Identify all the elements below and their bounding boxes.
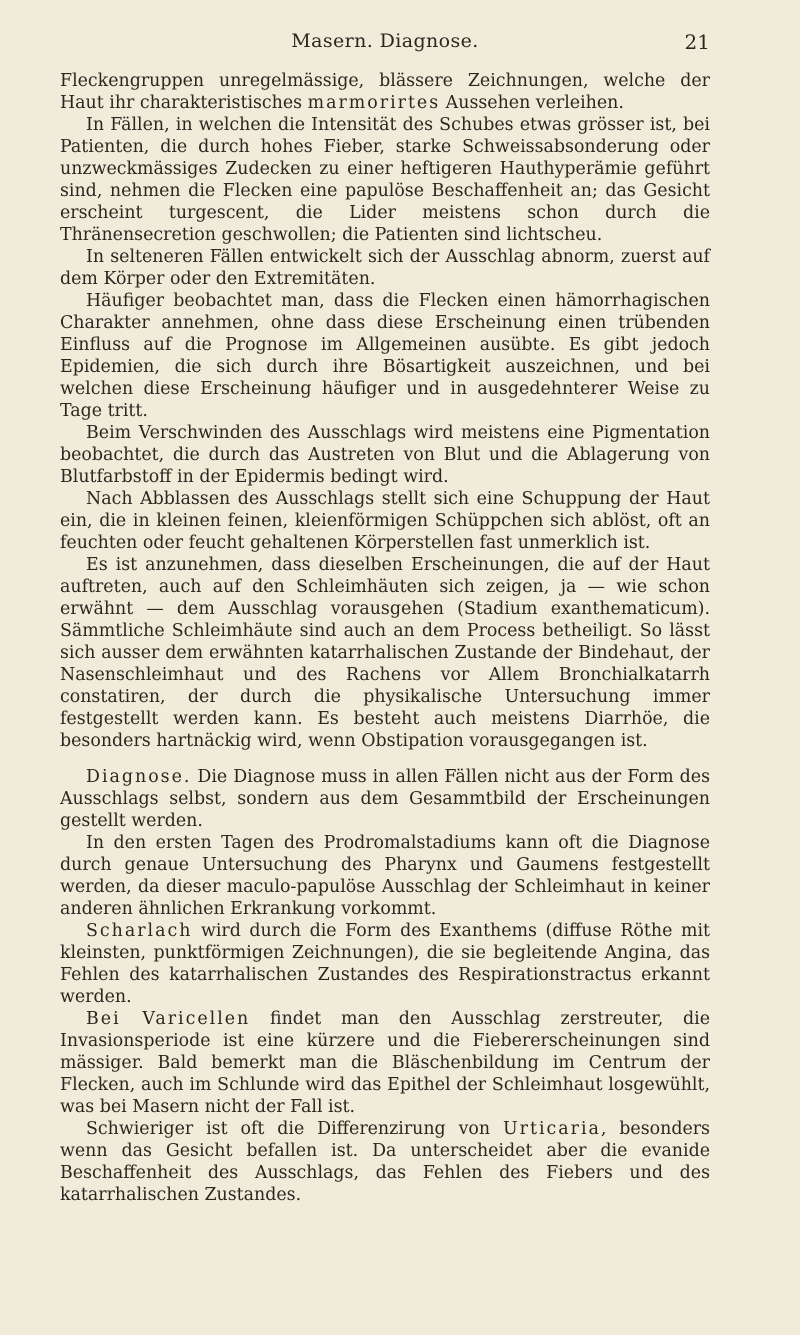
paragraph-9: In den ersten Tagen des Prodromalstadiums kann oft die Diagnose durch genaue Untersuchung des Pharynx und Gaumens festgestellt werden, da dieser maculo-papulöse Ausschlag der Schleimhaut in keiner anderen ähnlichen Erkrankung vorkommt. [60, 833, 710, 919]
emphasis-varicellen: Bei Varicellen [86, 1009, 251, 1029]
running-title: Masern. Diagnose. [291, 30, 479, 52]
paragraph-varicellen: Bei Varicellen findet man den Ausschlag zerstreuter, die Invasionsperiode ist eine kürzere und die Fiebererscheinungen sind mässiger. Bald bemerkt man die Bläschenbildung im Centrum der Flecken, auch im Schlunde wird das Epithel der Schleimhaut losgewühlt, was bei Masern nicht der Fall ist. [60, 1009, 710, 1117]
paragraph-5: Beim Verschwinden des Ausschlags wird meistens eine Pigmentation beobachtet, die durch das Austreten von Blut und die Ablagerung von Blutfarbstoff in der Epidermis bedingt wird. [60, 423, 710, 487]
body-text [60, 70, 710, 1206]
paragraph-7: Es ist anzunehmen, dass dieselben Erscheinungen, die auf der Haut auftreten, auch auf den Schleimhäuten sich zeigen, ja — wie schon erwähnt — dem Ausschlag vorausgehen (Stadium exanthematicum). Sämmtliche Schleimhäute sind auch an dem Process betheiligt. So lässt sich ausser dem erwähnten katarrhalischen Zustande der Bindehaut, der Nasenschleimhaut und des Rachens vor Allem Bronchialkatarrh constatiren, der durch die physikalische Untersuchung immer festgestellt werden kann. Es besteht auch meistens Diarrhöe, die besonders hartnäckig wird, wenn Obstipation vorausgegangen ist. [60, 555, 710, 751]
paragraph-6: Nach Abblassen des Ausschlags stellt sich eine Schuppung der Haut ein, die in kleinen feinen, kleienförmigen Schüppchen sich ablöst, oft an feuchten oder feucht gehaltenen Körperstellen fast unmerklich ist. [60, 489, 710, 553]
paragraph-urticaria: Schwieriger ist oft die Differenzirung von Urticaria, besonders wenn das Gesicht befallen ist. Da unterscheidet aber die evanide Beschaffenheit des Ausschlags, das Fehlen des Fiebers und des katarrhalischen Zustandes. [60, 1119, 710, 1205]
section-heading-diagnose: Diagnose. [86, 767, 192, 787]
running-head [60, 30, 710, 56]
page-number: 21 [684, 30, 710, 54]
paragraph-1: Fleckengruppen unregelmässige, blässere Zeichnungen, welche der Haut ihr charakteristisches marmorirtes Aussehen verleihen. [60, 71, 710, 113]
paragraph-3: In selteneren Fällen entwickelt sich der Ausschlag abnorm, zuerst auf dem Körper oder den Extremitäten. [60, 247, 710, 289]
paragraph-2: In Fällen, in welchen die Intensität des Schubes etwas grösser ist, bei Patienten, die durch hohes Fieber, starke Schweissabsonderung oder unzweckmässiges Zudecken zu einer heftigeren Hauthyperämie geführt sind, nehmen die Flecken eine papulöse Beschaffenheit an; das Gesicht erscheint turgescent, die Lider meistens schon durch die Thränensecretion geschwollen; die Patienten sind lichtscheu. [60, 115, 710, 245]
paragraph-4: Häufiger beobachtet man, dass die Flecken einen hämorrhagischen Charakter annehmen, ohne dass diese Erscheinung einen trübenden Einfluss auf die Prognose im Allgemeinen ausübte. Es gibt jedoch Epidemien, die sich durch ihre Bösartigkeit auszeichnen, und bei welchen diese Erscheinung häufiger und in ausgedehnterer Weise zu Tage tritt. [60, 291, 710, 421]
paragraph-scharlach: Scharlach wird durch die Form des Exanthems (diffuse Röthe mit kleinsten, punktförmigen Zeichnungen), die sie begleitende Angina, das Fehlen des katarrhalischen Zustandes des Respirationstractus erkannt werden. [60, 921, 710, 1007]
emphasis-scharlach: Scharlach [86, 921, 193, 941]
paragraph-diagnose: Diagnose. Die Diagnose muss in allen Fällen nicht aus der Form des Ausschlags selbst, sondern aus dem Gesammtbild der Erscheinungen gestellt werden. [60, 767, 710, 831]
emphasis-urticaria: Urticaria [503, 1119, 601, 1139]
emphasis-marmorirtes: marmorirtes [307, 93, 441, 113]
